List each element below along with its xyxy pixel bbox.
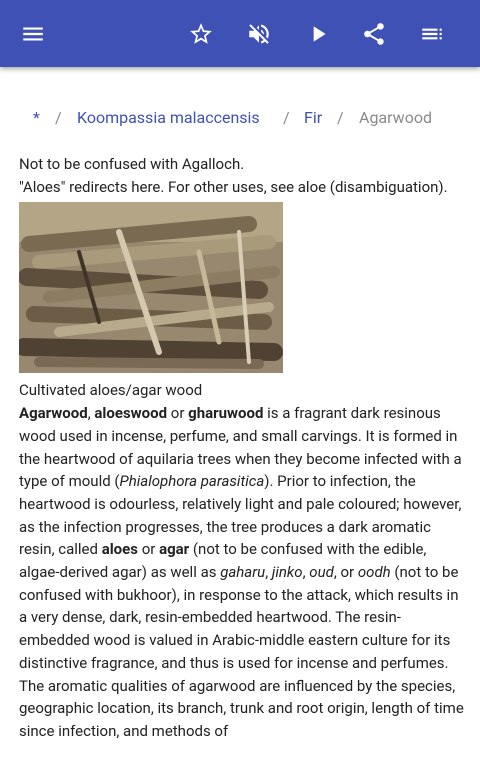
- hatnote-aloes[interactable]: "Aloes" redirects here. For other uses, see aloe (disambiguation).: [19, 177, 448, 196]
- bookmark-button[interactable]: [179, 12, 223, 56]
- body-text: or: [167, 404, 189, 423]
- article-content: [19, 153, 469, 743]
- article-body: [19, 402, 469, 743]
- breadcrumb-separator: /: [283, 108, 290, 127]
- body-text: or: [137, 540, 160, 559]
- mute-button[interactable]: [237, 12, 281, 56]
- italic-term: oud: [309, 563, 334, 582]
- star-icon: [188, 21, 214, 47]
- bold-term: agar: [159, 540, 190, 559]
- breadcrumb-item-koompassia[interactable]: Koompassia malaccensis: [77, 108, 260, 127]
- breadcrumb-item-home[interactable]: *: [33, 108, 40, 127]
- hatnote-agalloch[interactable]: Not to be confused with Agalloch.: [19, 155, 245, 173]
- bold-term: aloes: [101, 540, 138, 559]
- app-toolbar: [0, 0, 480, 67]
- body-text: ,: [302, 563, 310, 582]
- agarwood-image: [19, 202, 283, 373]
- bold-term: Agarwood: [19, 404, 88, 423]
- italic-term: gaharu: [220, 563, 266, 582]
- bold-term: aloeswood: [94, 404, 168, 423]
- breadcrumb-separator: /: [337, 108, 344, 127]
- body-text: (not to be confused with the edible, algae-derived agar) as well as: [19, 540, 427, 582]
- body-text: , or: [333, 563, 358, 582]
- bold-term: gharuwood: [188, 404, 264, 423]
- body-text: ,: [265, 563, 272, 582]
- body-text: ,: [87, 404, 95, 423]
- italic-term: jinko: [271, 563, 303, 582]
- share-icon: [361, 21, 387, 47]
- breadcrumb-separator: /: [55, 108, 62, 127]
- play-icon: [305, 21, 331, 47]
- toc-icon: [419, 21, 445, 47]
- body-text: ). Prior to infection, the heartwood is odourless, relatively light and pale coloured; however, as the infection progresses, the tree produces a dark aromatic resin, called: [19, 472, 462, 559]
- play-button[interactable]: [296, 12, 340, 56]
- menu-button[interactable]: [11, 12, 55, 56]
- italic-term: oodh: [357, 563, 391, 582]
- menu-icon: [20, 21, 46, 47]
- breadcrumb-item-fir[interactable]: Fir: [304, 108, 323, 127]
- contents-button[interactable]: [410, 12, 454, 56]
- volume-off-icon: [246, 21, 272, 47]
- body-text: (not to be confused with bukhoor), in response to the attack, which results in a very dense, dark, resin-embedded heartwood. The resin-embedded wood is valued in Arabic-middle eastern culture for its distinctive fragrance, and thus is used for incense and perfumes. The aromatic qualities of agarwood are influenced by the species, geographic location, its branch, trunk and root origin, length of time since infection, and methods of: [19, 563, 464, 740]
- italic-term: Phialophora parasitica: [119, 472, 265, 491]
- agarwood-photo[interactable]: [19, 202, 283, 373]
- body-text: is a fragrant dark resinous wood used in incense, perfume, and small carvings. It is formed in the heartwood of aquilaria trees when they become infected with a type of mould (: [19, 404, 462, 491]
- share-button[interactable]: [352, 12, 396, 56]
- breadcrumb-current: Agarwood: [359, 108, 432, 127]
- breadcrumb: [0, 106, 480, 132]
- image-caption: Cultivated aloes/agar wood: [19, 381, 203, 400]
